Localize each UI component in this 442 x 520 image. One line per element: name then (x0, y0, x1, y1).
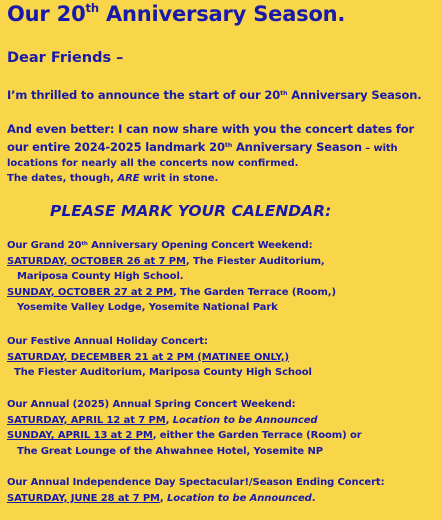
event-date: SUNDAY, OCTOBER 27 at 2 PM (7, 286, 173, 298)
event-date: SATURDAY, DECEMBER 21 at 2 PM (MATINEE ONLY,) (7, 351, 289, 363)
dates-paragraph: And even better: I can now share with you the concert dates for our entire 2024-2025 landmark 20th Anniversary Season – with locations for nearly all the concerts now confirmed. The dates, though, ARE writ in stone. (7, 122, 415, 184)
event-date: SATURDAY, APRIL 12 at 7 PM (7, 414, 166, 426)
event-date: SATURDAY, JUNE 28 at 7 PM (7, 492, 160, 504)
section-heading: Our Festive Annual Holiday Concert: (7, 336, 208, 347)
greeting: Dear Friends – (7, 50, 124, 66)
independence-day-section: Our Annual Independence Day Spectacular!/Season Ending Concert: SATURDAY, JUNE 28 at 7 PM, Location to be Announced. (7, 477, 385, 504)
spring-concert-section: Our Annual (2025) Annual Spring Concert Weekend: SATURDAY, APRIL 12 at 7 PM, Location to be Announced SUNDAY, APRIL 13 at 2 PM, either the Garden Terrace (Room) or The Great Lounge of the Ahwahnee Hotel, Yosemite NP (7, 399, 362, 457)
section-heading: Our Annual (2025) Annual Spring Concert Weekend: (7, 399, 296, 410)
holiday-concert-section: Our Festive Annual Holiday Concert: SATURDAY, DECEMBER 21 at 2 PM (MATINEE ONLY,) The Fiester Auditorium, Mariposa County High School (7, 336, 312, 378)
event-date: SATURDAY, OCTOBER 26 at 7 PM (7, 255, 186, 267)
intro-paragraph: I’m thrilled to announce the start of our 20th Anniversary Season. (7, 88, 422, 102)
section-heading: Our Grand 20th Anniversary Opening Concert Weekend: (7, 240, 313, 251)
event-date: SUNDAY, APRIL 13 at 2 PM (7, 430, 153, 441)
calendar-heading: PLEASE MARK YOUR CALENDAR: (50, 202, 332, 220)
opening-weekend-section: Our Grand 20th Anniversary Opening Concert Weekend: SATURDAY, OCTOBER 26 at 7 PM, The Fiester Auditorium, Mariposa County High School. SUNDAY, OCTOBER 27 at 2 PM, The Garden Terrace (Room,) Yosemite Valley Lodge, Yosemite National Park (7, 240, 336, 313)
section-heading: Our Annual Independence Day Spectacular!/Season Ending Concert: (7, 477, 385, 488)
page-title: Our 20th Anniversary Season. (7, 1, 346, 26)
